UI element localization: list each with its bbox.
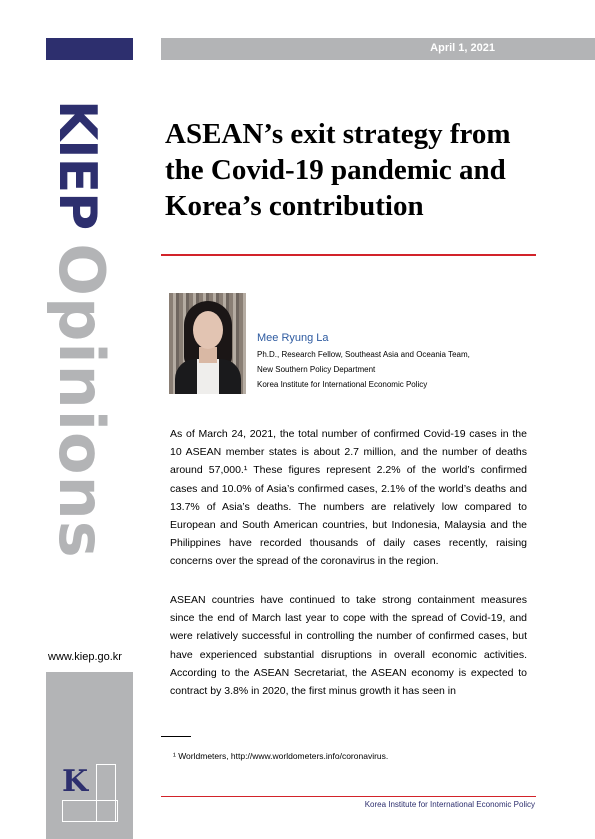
body-paragraph-2: ASEAN countries have continued to take strong containment measures since the end of March last year to cope with the spread of Covid-19, and were relatively successful in controlling the number of confirmed cases, but have experienced substantial disruptions in overall economic activities. According to the ASEAN Secretariat, the ASEAN economy is expected to contract by 3.8% in 2020, the first minus growth it has seen in <box>170 594 527 698</box>
footnote: ¹ Worldmeters, http://www.worldometers.info/coronavirus. <box>173 751 389 761</box>
header-date-bar <box>161 38 595 60</box>
author-name: Mee Ryung La <box>257 332 329 344</box>
author-department: New Southern Policy Department <box>257 365 376 374</box>
header-navy-bar <box>46 38 133 60</box>
photo-face <box>193 311 223 349</box>
brand-opinions: Opinions <box>44 243 118 559</box>
author-role: Ph.D., Research Fellow, Southeast Asia and Oceania Team, <box>257 350 470 359</box>
author-photo <box>169 293 246 394</box>
author-institution: Korea Institute for International Economic Policy <box>257 380 428 389</box>
brand-rotated-text <box>45 100 118 559</box>
body-paragraph-1: As of March 24, 2021, the total number of confirmed Covid-19 cases in the 10 ASEAN member states is about 2.7 million, and the number of deaths around 57,000.¹ These figures represent 2.2% of the world’s confirmed cases and 10.0% of Asia’s confirmed cases, 2.1% of the world’s deaths and 13.7% of Asia’s deaths. The numbers are relatively low compared to European and South American countries, but Indonesia, Malaysia and the Philippines have recorded thousands of daily cases recently, raising concerns over the spread of the coronavirus in the region. <box>170 428 527 568</box>
kiep-logo <box>62 764 118 824</box>
photo-neck <box>199 347 217 363</box>
footer-institution: Korea Institute for International Economic Policy <box>364 800 535 809</box>
footnote-divider <box>161 736 191 737</box>
brand-vertical <box>46 100 133 620</box>
photo-shirt <box>197 359 219 394</box>
publication-date: April 1, 2021 <box>430 42 495 54</box>
website-url[interactable]: www.kiep.go.kr <box>48 651 122 663</box>
title-divider <box>161 254 536 256</box>
footer-divider <box>161 796 536 797</box>
brand-kiep: KIEP <box>46 100 107 230</box>
logo-frame-vertical <box>96 764 116 822</box>
logo-k-mark: K <box>62 764 89 799</box>
article-title: ASEAN’s exit strategy from the Covid-19 pandemic and Korea’s contribution <box>165 118 511 222</box>
